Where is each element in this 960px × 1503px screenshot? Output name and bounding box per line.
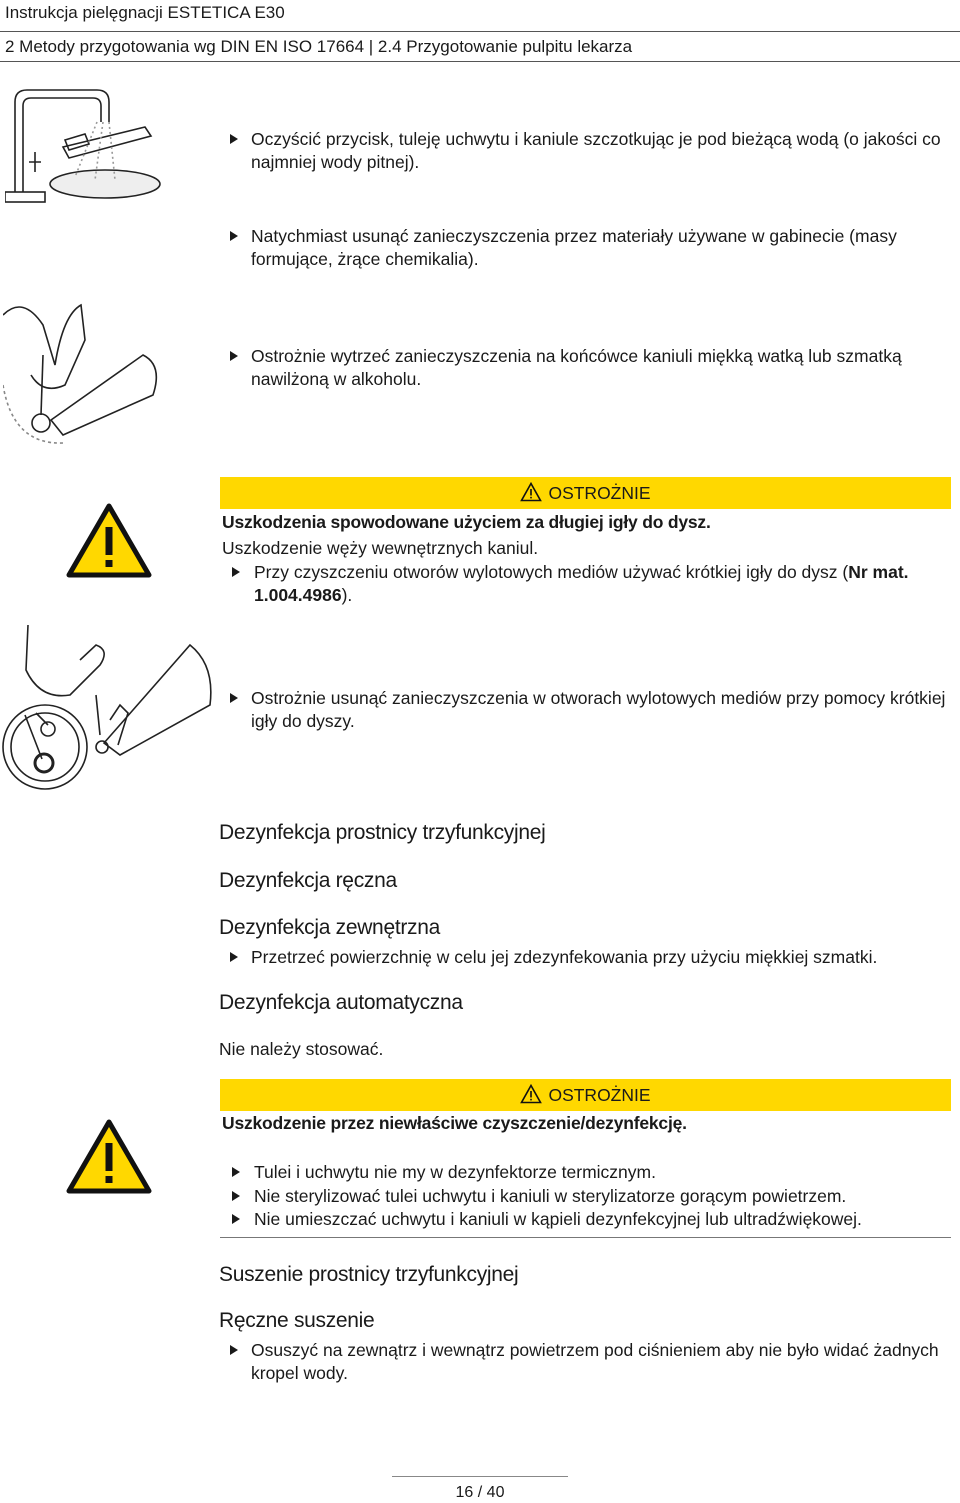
faucet-rinse-illustration — [5, 82, 185, 207]
warning-small-icon — [520, 1084, 542, 1104]
step-air-dry: Osuszyć na zewnątrz i wewnątrz powietrzem pod ciśnieniem aby nie było widać żadnych kropel wody. — [228, 1339, 950, 1385]
caution-banner — [220, 477, 951, 509]
warning-triangle-icon — [66, 1119, 152, 1195]
footer-rule — [392, 1476, 568, 1477]
not-applicable-note: Nie należy stosować. — [219, 1039, 384, 1059]
material-number: Nr mat. 1.004.4986 — [254, 562, 909, 605]
caution-title: Uszkodzenia spowodowane użyciem za długiej igły do dysz. — [222, 512, 711, 532]
caution-label: OSTROŻNIE — [548, 1085, 651, 1105]
caution-action — [232, 561, 942, 607]
page-number: 16 / 40 — [455, 1484, 505, 1501]
caution-title: Uszkodzenie przez niewłaściwe czyszczenie/dezynfekcję. — [222, 1113, 687, 1133]
heading-external-disinfection: Dezynfekcja zewnętrzna — [219, 916, 441, 939]
caution-bottom-rule — [220, 1237, 951, 1238]
header-rule — [0, 31, 960, 32]
header-rule-bottom — [0, 61, 960, 62]
caution-action: Nie sterylizować tulei uchwytu i kaniuli w sterylizatorze gorącym powietrzem. — [232, 1185, 950, 1208]
heading-automatic-disinfection: Dezynfekcja automatyczna — [219, 991, 463, 1014]
wipe-cannula-illustration — [3, 285, 163, 450]
needle-outlet-illustration — [0, 625, 220, 790]
caution-action: Nie umieszczać uchwytu i kaniuli w kąpieli dezynfekcyjnej lub ultradźwiękowej. — [232, 1208, 950, 1231]
warning-small-icon — [520, 482, 542, 502]
heading-manual-drying: Ręczne suszenie — [219, 1309, 375, 1332]
document-title: Instrukcja pielęgnacji ESTETICA E30 — [5, 3, 285, 22]
step-wipe-cannula: Ostrożnie wytrzeć zanieczyszczenia na końcówce kaniuli miękką watką lub szmatką nawilżoną w alkoholu. — [228, 345, 950, 391]
caution-banner — [220, 1079, 951, 1111]
step-remove-contamination: Natychmiast usunąć zanieczyszczenia przez materiały używane w gabinecie (masy formujące, żrące chemikalia). — [228, 225, 950, 271]
heading-drying: Suszenie prostnicy trzyfunkcyjnej — [219, 1263, 519, 1286]
breadcrumb: 2 Metody przygotowania wg DIN EN ISO 17664 | 2.4 Przygotowanie pulpitu lekarza — [5, 37, 633, 56]
caution-action-text: Przy czyszczeniu otworów wylotowych mediów używać krótkiej igły do dysz ( — [254, 562, 849, 582]
caution-action: Tulei i uchwytu nie my w dezynfektorze termicznym. — [232, 1161, 950, 1184]
step-wipe-surface: Przetrzeć powierzchnię w celu jej zdezynfekowania przy użyciu miękkiej szmatki. — [228, 946, 950, 969]
step-brush-clean: Oczyścić przycisk, tuleję uchwytu i kaniule szczotkując je pod bieżącą wodą (o jakości co najmniej wody pitnej). — [228, 128, 950, 174]
heading-manual-disinfection: Dezynfekcja ręczna — [219, 869, 397, 892]
caution-consequence: Uszkodzenie węży wewnętrznych kaniul. — [222, 538, 539, 558]
caution-action-end: ). — [341, 585, 353, 605]
warning-triangle-icon — [66, 503, 152, 579]
caution-label: OSTROŻNIE — [548, 483, 651, 503]
heading-disinfection: Dezynfekcja prostnicy trzyfunkcyjnej — [219, 821, 546, 844]
step-clean-outlets: Ostrożnie usunąć zanieczyszczenia w otworach wylotowych mediów przy pomocy krótkiej igły do dyszy. — [228, 687, 950, 733]
